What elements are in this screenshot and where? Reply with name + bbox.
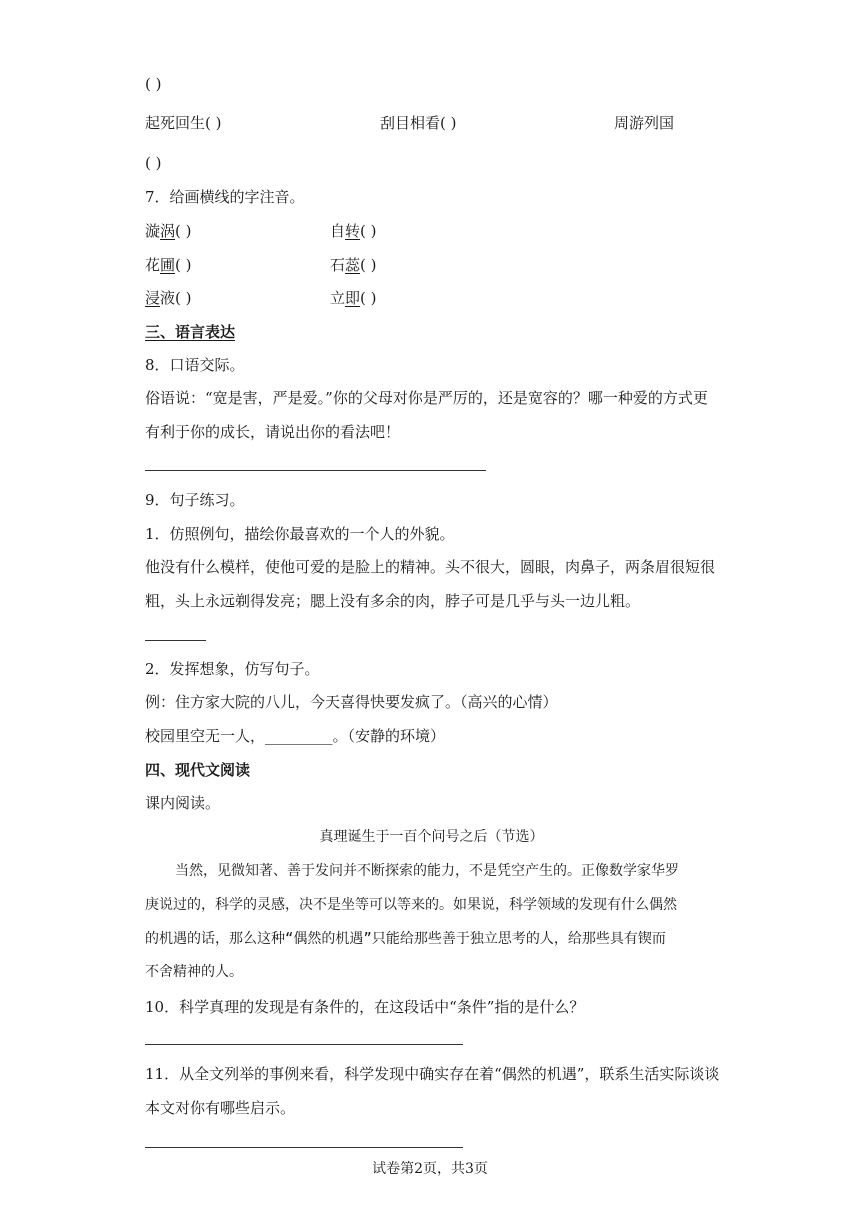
passage-line: 当然，见微知著、善于发问并不断探索的能力，不是凭空产生的。正像数学家华罗: [175, 863, 679, 879]
pinyin-item: 自转( ): [330, 222, 377, 240]
example-sentence: 例：住方家大院的八儿，今天喜得快要发疯了。（高兴的心情）: [145, 693, 558, 711]
question-8-text: 有利于你的成长，请说出你的看法吧！: [145, 423, 401, 441]
section-3-heading: 三、语言表达: [145, 323, 236, 341]
pinyin-item: 石蕊( ): [330, 256, 377, 274]
pinyin-item: 浸液( ): [145, 289, 192, 307]
answer-line[interactable]: [145, 640, 206, 641]
idiom-1: 起死回生( ): [145, 114, 222, 132]
answer-paren: ( ): [145, 75, 162, 93]
example-sentence: 粗，头上永远剃得发亮；腮上没有多余的肉，脖子可是几乎与头一边儿粗。: [145, 592, 641, 610]
idiom-3: 周游列国: [614, 114, 675, 132]
answer-paren: ( ): [145, 154, 162, 172]
passage-title: 真理诞生于一百个问号之后（节选）: [319, 829, 544, 845]
question-8-text: 俗语说：“宽是害，严是爱。”你的父母对你是严厉的，还是宽容的？哪一种爱的方式更: [145, 389, 708, 407]
page-footer: 试卷第2页，共3页: [372, 1161, 488, 1177]
fill-in-sentence: 校园里空无一人，_________。（安静的环境）: [145, 727, 446, 745]
pinyin-item: 立即( ): [330, 289, 377, 307]
passage-line: 不舍精神的人。: [145, 964, 243, 980]
reading-intro: 课内阅读。: [145, 794, 221, 812]
question-9-sub-2: 2．发挥想象，仿写句子。: [145, 660, 320, 678]
question-9-stem: 9．句子练习。: [145, 491, 245, 509]
example-sentence: 他没有什么模样，使他可爱的是脸上的精神。头不很大，圆眼，肉鼻子，两条眉很短很: [145, 558, 716, 576]
question-11: 11．从全文列举的事例来看，科学发现中确实存在着“偶然的机遇”，联系生活实际谈谈: [145, 1065, 720, 1083]
pinyin-item: 漩涡( ): [145, 222, 192, 240]
answer-line[interactable]: [145, 1147, 463, 1148]
question-8-stem: 8．口语交际。: [145, 356, 245, 374]
question-10: 10．科学真理的发现是有条件的，在这段话中“条件”指的是什么？: [145, 998, 585, 1016]
answer-line[interactable]: [145, 1044, 463, 1045]
pinyin-item: 花圃( ): [145, 256, 192, 274]
question-7-stem: 7．给画横线的字注音。: [145, 188, 305, 206]
section-4-heading: 四、现代文阅读: [145, 761, 251, 779]
question-11: 本文对你有哪些启示。: [145, 1099, 296, 1117]
idiom-2: 刮目相看( ): [380, 114, 457, 132]
passage-line: 庚说过的，科学的灵感，决不是坐等可以等来的。如果说，科学领域的发现有什么偶然: [145, 897, 677, 913]
answer-line[interactable]: [145, 470, 486, 471]
question-9-sub-1: 1．仿照例句，描绘你最喜欢的一个人的外貌。: [145, 525, 455, 543]
passage-line: 的机遇的话，那么这种“偶然的机遇”只能给那些善于独立思考的人，给那些具有锲而: [145, 931, 666, 947]
